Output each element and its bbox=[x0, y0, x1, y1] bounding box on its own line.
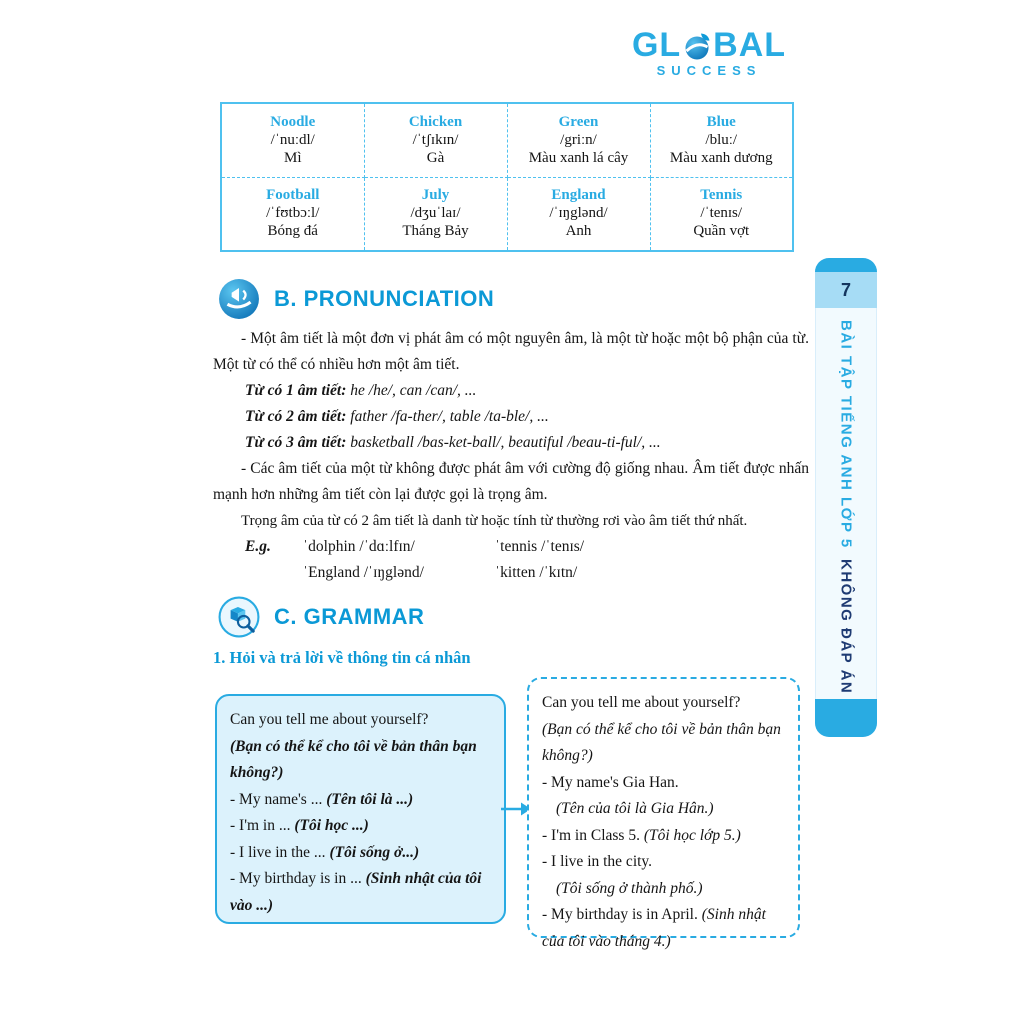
section-b-title: B. PRONUNCIATION bbox=[274, 286, 495, 311]
vocab-cell bbox=[221, 177, 364, 251]
pronunciation-icon bbox=[218, 278, 260, 320]
vocab-ipa: /ˈfʊtbɔːl/ bbox=[266, 205, 320, 222]
answer-line-vi: (Tên của tôi là Gia Hân.) bbox=[556, 800, 714, 817]
syllable-line-2 bbox=[245, 404, 809, 430]
eg-label: E.g. bbox=[245, 538, 271, 555]
vocab-cell bbox=[364, 177, 507, 251]
answer-line: - I live in the city. bbox=[542, 853, 653, 870]
logo-wordmark bbox=[624, 26, 794, 65]
syllable-examples: he /he/, can /can/, ... bbox=[346, 382, 477, 399]
vocab-cell bbox=[221, 103, 364, 177]
globe-icon bbox=[682, 31, 712, 61]
vocab-cell bbox=[507, 103, 650, 177]
vocab-meaning: Tháng Bảy bbox=[402, 223, 469, 240]
vocab-meaning: Màu xanh dương bbox=[669, 149, 773, 166]
vocab-meaning: Mì bbox=[283, 149, 302, 166]
edition-label-vertical: KHÔNG ĐÁP ÁN bbox=[837, 558, 855, 694]
question-en: Can you tell me about yourself? bbox=[542, 694, 741, 711]
syllable-line-1 bbox=[245, 378, 809, 404]
pattern-line: - I live in the ... (Tôi sống ở...) bbox=[230, 843, 420, 861]
answer-line-vi: (Tôi sống ở thành phố.) bbox=[556, 879, 703, 897]
answer-line: - My birthday is in April. (Sinh nhật của tôi vào tháng 4.) bbox=[542, 906, 766, 950]
vocab-table-row bbox=[221, 103, 793, 177]
side-tab-top-band bbox=[815, 258, 877, 272]
pronunciation-para-2: - Các âm tiết của một từ không được phát âm với cường độ giống nhau. Âm tiết được nhấn mạnh hơn những âm tiết còn lại được gọi là trọng âm. bbox=[213, 460, 809, 503]
vocab-table bbox=[220, 102, 794, 252]
vocab-ipa: /bluː/ bbox=[705, 131, 738, 148]
vocab-word: Chicken bbox=[408, 113, 463, 130]
syllable-label: Từ có 2 âm tiết: bbox=[245, 408, 347, 425]
vocab-cell bbox=[507, 177, 650, 251]
vocab-word: Tennis bbox=[700, 187, 743, 204]
eg-item: ˈkitten /ˈkɪtn/ bbox=[495, 564, 578, 581]
syllable-label: Từ có 3 âm tiết: bbox=[245, 434, 347, 451]
vocab-meaning: Quần vợt bbox=[693, 223, 750, 240]
grammar-question-box bbox=[215, 694, 506, 924]
vocab-word: Noodle bbox=[270, 113, 316, 130]
vocab-meaning: Màu xanh lá cây bbox=[528, 149, 629, 166]
side-tab-bottom-band bbox=[815, 699, 877, 737]
eg-item: ˈEngland /ˈɪŋglənd/ bbox=[303, 564, 424, 581]
section-grammar-heading bbox=[218, 596, 424, 638]
pronunciation-content bbox=[213, 326, 809, 586]
vocab-word: Football bbox=[266, 187, 320, 204]
logo-text-left: GL bbox=[631, 26, 682, 64]
pattern-line: - My birthday is in ... (Sinh nhật của tôi vào ...) bbox=[230, 870, 482, 914]
vocab-ipa: /dʒuˈlaɪ/ bbox=[410, 205, 461, 222]
answer-line: - My name's Gia Han. bbox=[542, 773, 679, 791]
vocab-ipa: /ˈtenɪs/ bbox=[700, 205, 743, 222]
vocab-cell bbox=[650, 177, 793, 251]
vocab-ipa: /ˈtʃɪkɪn/ bbox=[412, 131, 459, 148]
syllable-label: Từ có 1 âm tiết: bbox=[245, 382, 347, 399]
vocab-cell bbox=[650, 103, 793, 177]
vocab-word: England bbox=[551, 187, 606, 204]
logo-subtitle: SUCCESS bbox=[656, 63, 762, 78]
vocab-ipa: /griːn/ bbox=[560, 131, 597, 148]
series-title-vertical: BÀI TẬP TIẾNG ANH LỚP 5 bbox=[837, 320, 855, 549]
question-vi: (Bạn có thể kể cho tôi về bản thân bạn không?) bbox=[542, 720, 781, 764]
section-c-title: C. GRAMMAR bbox=[274, 604, 425, 629]
vocab-meaning: Bóng đá bbox=[267, 223, 318, 240]
eg-spacer bbox=[245, 560, 297, 586]
grammar-topic-1-heading: 1. Hỏi và trả lời về thông tin cá nhân bbox=[213, 648, 471, 667]
logo-text-right: BAL bbox=[713, 26, 787, 64]
question-en: Can you tell me about yourself? bbox=[230, 711, 429, 728]
pronunciation-para-1: - Một âm tiết là một đơn vị phát âm có một nguyên âm, là một từ hoặc một bộ phận của từ. Một từ có thể có nhiều hơn một âm tiết. bbox=[213, 330, 809, 373]
vocab-table-row bbox=[221, 177, 793, 251]
grammar-icon bbox=[218, 596, 260, 638]
vocab-cell bbox=[364, 103, 507, 177]
syllable-examples: basketball /bas-ket-ball/, beautiful /beau-ti-ful/, ... bbox=[346, 434, 661, 451]
vocab-word: July bbox=[421, 187, 450, 204]
vocab-ipa: /ˈɪŋglənd/ bbox=[549, 205, 608, 222]
syllable-examples: father /fa-ther/, table /ta-ble/, ... bbox=[346, 408, 549, 425]
example-block bbox=[245, 534, 809, 586]
answer-line: - I'm in Class 5. (Tôi học lớp 5.) bbox=[542, 826, 741, 844]
pattern-line: - My name's ... (Tên tôi là ...) bbox=[230, 790, 414, 808]
pronunciation-para-3: Trọng âm của từ có 2 âm tiết là danh từ hoặc tính từ thường rơi vào âm tiết thứ nhất. bbox=[241, 513, 748, 529]
vocab-ipa: /ˈnuːdl/ bbox=[270, 131, 315, 148]
question-vi: (Bạn có thể kể cho tôi về bản thân bạn không?) bbox=[230, 737, 477, 781]
syllable-line-3 bbox=[245, 430, 809, 456]
side-tab bbox=[815, 258, 877, 737]
page-number: 7 bbox=[815, 272, 877, 308]
vocab-meaning: Anh bbox=[565, 223, 592, 240]
global-success-logo bbox=[624, 26, 794, 78]
section-pronunciation-heading bbox=[218, 278, 494, 320]
eg-item: ˈdolphin /ˈdɑːlfɪn/ bbox=[303, 538, 415, 555]
grammar-answer-box bbox=[527, 677, 800, 950]
vocab-meaning: Gà bbox=[426, 149, 445, 166]
vocab-word: Blue bbox=[706, 113, 736, 130]
pattern-line: - I'm in ... (Tôi học ...) bbox=[230, 817, 369, 834]
vocab-word: Green bbox=[558, 113, 599, 130]
eg-item: ˈtennis /ˈtenɪs/ bbox=[495, 538, 585, 555]
